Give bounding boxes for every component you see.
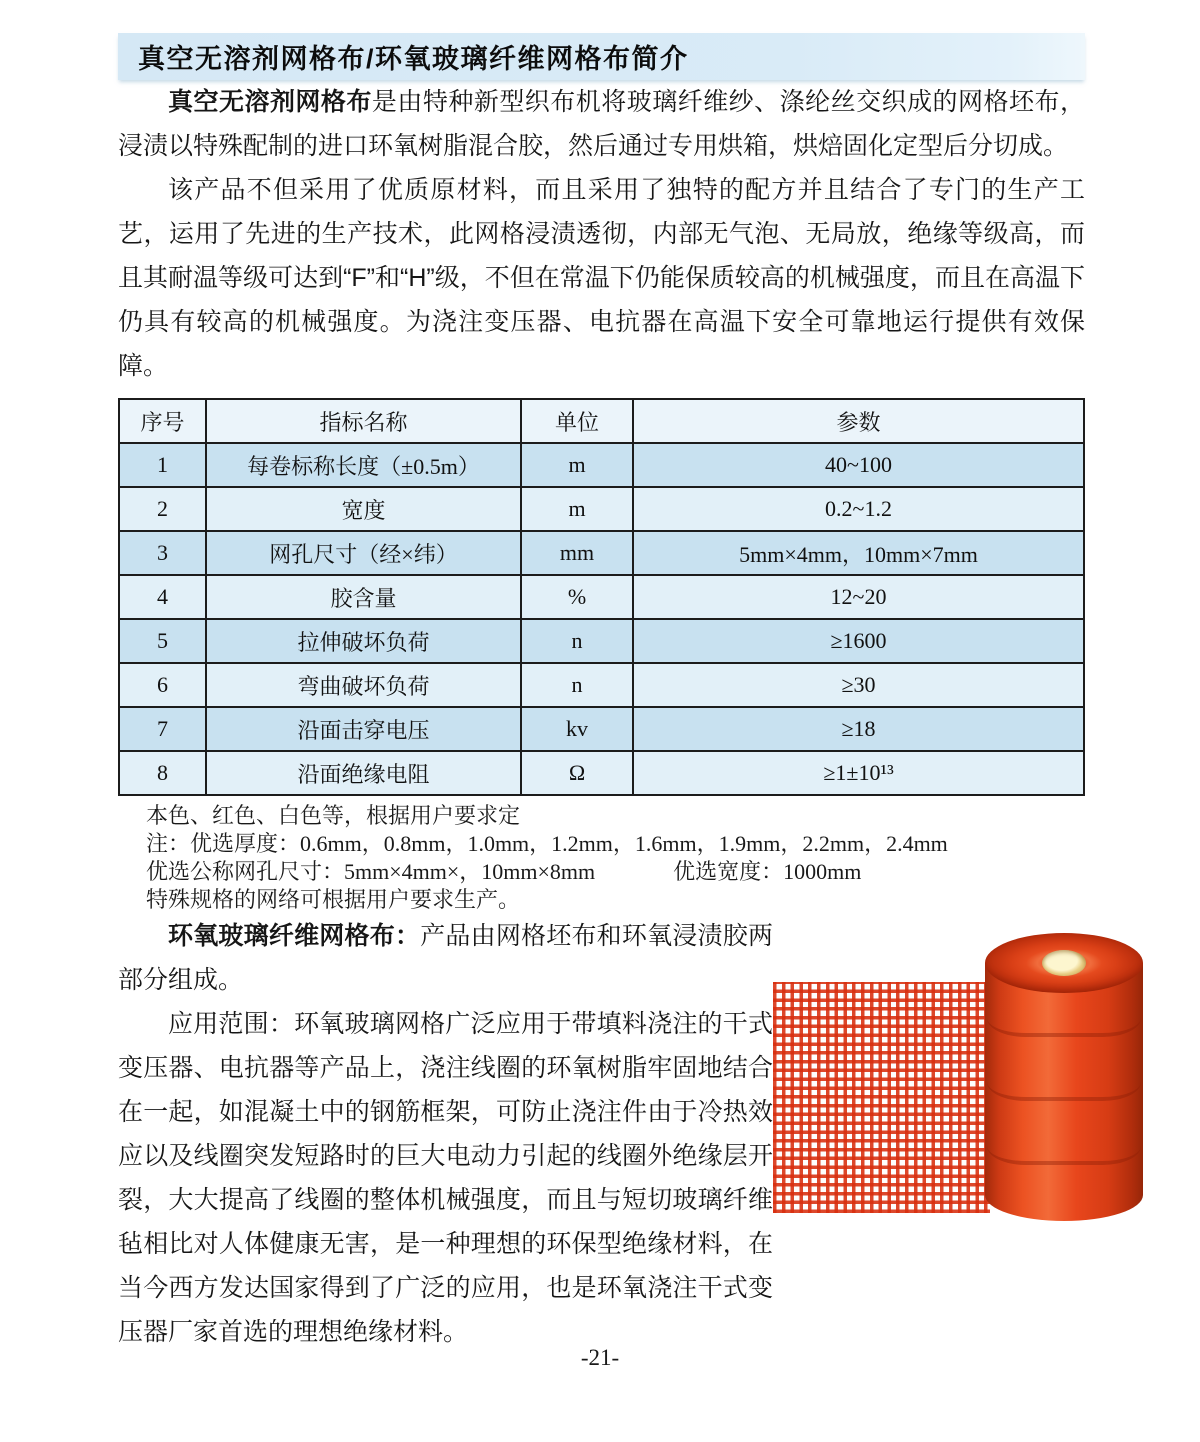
page-title-banner: [118, 33, 1085, 80]
roll-section-divider: [987, 1127, 1141, 1165]
table-cell: 1: [119, 443, 206, 487]
epoxy-paragraph: [118, 914, 773, 1002]
table-cell: 2: [119, 487, 206, 531]
roll-core-hole: [1042, 950, 1086, 976]
table-cell: kv: [521, 707, 633, 751]
table-row: [119, 707, 1084, 751]
table-row: [119, 751, 1084, 795]
table-row: [119, 575, 1084, 619]
table-cell: %: [521, 575, 633, 619]
table-cell: 网孔尺寸（经×纬）: [206, 531, 521, 575]
table-cell: mm: [521, 531, 633, 575]
table-row: [119, 487, 1084, 531]
epoxy-intro-text: 产品由网格坯布和环氧浸渍胶两部分组成。: [118, 922, 773, 994]
table-cell: m: [521, 443, 633, 487]
table-cell: 弯曲破坏负荷: [206, 663, 521, 707]
roll-section-divider: [987, 999, 1141, 1037]
description-paragraph: 该产品不但采用了优质原材料，而且采用了独特的配方并且结合了专门的生产工艺，运用了先进的生产技术，此网格浸渍透彻，内部无气泡、无局放，绝缘等级高，而且其耐温等级可达到“F”和“H”级，不但在常温下仍能保质较高的机械强度，而且在高温下仍具有较高的机械强度。为浇注变压器、电抗器在高温下安全可靠地运行提供有效保障。: [118, 176, 1085, 380]
note-line-custom: 特殊规格的网络可根据用户要求生产。: [146, 887, 521, 912]
table-cell: ≥18: [633, 707, 1084, 751]
table-header-cell: 序号: [119, 399, 206, 443]
intro-paragraph: [118, 80, 1085, 168]
table-header-row: [119, 399, 1084, 443]
note-line-thickness: 注：优选厚度：0.6mm，0.8mm，1.0mm，1.2mm，1.6mm，1.9mm，2.2mm，2.4mm: [146, 831, 948, 856]
table-cell: 胶含量: [206, 575, 521, 619]
table-cell: 拉伸破坏负荷: [206, 619, 521, 663]
table-cell: n: [521, 663, 633, 707]
table-row: [119, 619, 1084, 663]
intro-lead: 真空无溶剂网格布: [168, 88, 372, 116]
table-cell: 3: [119, 531, 206, 575]
roll-section-divider: [987, 1063, 1141, 1101]
table-cell: 0.2~1.2: [633, 487, 1084, 531]
epoxy-lead: 环氧玻璃纤维网格布：: [168, 922, 421, 950]
table-cell: 5mm×4mm，10mm×7mm: [633, 531, 1084, 575]
table-cell: 5: [119, 619, 206, 663]
table-cell: 8: [119, 751, 206, 795]
table-header-cell: 单位: [521, 399, 633, 443]
mesh-roll-image: [985, 933, 1143, 1223]
table-cell: ≥1600: [633, 619, 1084, 663]
note-mesh-size: 优选公称网孔尺寸：5mm×4mm×，10mm×8mm: [146, 859, 596, 884]
page-title: 真空无溶剂网格布/环氧玻璃纤维网格布简介: [138, 44, 689, 74]
table-cell: 12~20: [633, 575, 1084, 619]
table-cell: ≥1±10¹³: [633, 751, 1084, 795]
table-cell: 沿面击穿电压: [206, 707, 521, 751]
note-line-mesh-size: [146, 858, 1085, 886]
table-cell: 每卷标称长度（±0.5m）: [206, 443, 521, 487]
table-header-cell: 参数: [633, 399, 1084, 443]
table-notes: [146, 802, 1085, 914]
mesh-fabric-image: [773, 982, 990, 1213]
table-cell: 沿面绝缘电阻: [206, 751, 521, 795]
application-paragraph: 应用范围：环氧玻璃网格广泛应用于带填料浇注的干式变压器、电抗器等产品上，浇注线圈的环氧树脂牢固地结合在一起，如混凝土中的钢筋框架，可防止浇注件由于冷热效应以及线圈突发短路时的巨大电动力引起的线圈外绝缘层开裂，大大提高了线圈的整体机械强度，而且与短切玻璃纤维毡相比对人体健康无害，是一种理想的环保型绝缘材料，在当今西方发达国家得到了广泛的应用，也是环氧浇注干式变压器厂家首选的理想绝缘材料。: [118, 1010, 773, 1346]
table-cell: 4: [119, 575, 206, 619]
table-cell: ≥30: [633, 663, 1084, 707]
table-header-cell: 指标名称: [206, 399, 521, 443]
table-cell: 宽度: [206, 487, 521, 531]
table-row: [119, 663, 1084, 707]
table-cell: Ω: [521, 751, 633, 795]
table-cell: 40~100: [633, 443, 1084, 487]
table-cell: 6: [119, 663, 206, 707]
table-cell: n: [521, 619, 633, 663]
spec-table: [118, 398, 1085, 796]
table-cell: 7: [119, 707, 206, 751]
page-number: -21-: [580, 1345, 620, 1370]
intro-text: 是由特种新型织布机将玻璃纤维纱、涤纶丝交织成的网格坯布，浸渍以特殊配制的进口环氧树脂混合胶，然后通过专用烘箱，烘焙固化定型后分切成。: [118, 88, 1085, 160]
table-row: [119, 443, 1084, 487]
note-line-colors: 本色、红色、白色等，根据用户要求定: [146, 803, 521, 828]
table-row: [119, 531, 1084, 575]
table-cell: m: [521, 487, 633, 531]
note-preferred-width: 优选宽度：1000mm: [673, 859, 862, 884]
